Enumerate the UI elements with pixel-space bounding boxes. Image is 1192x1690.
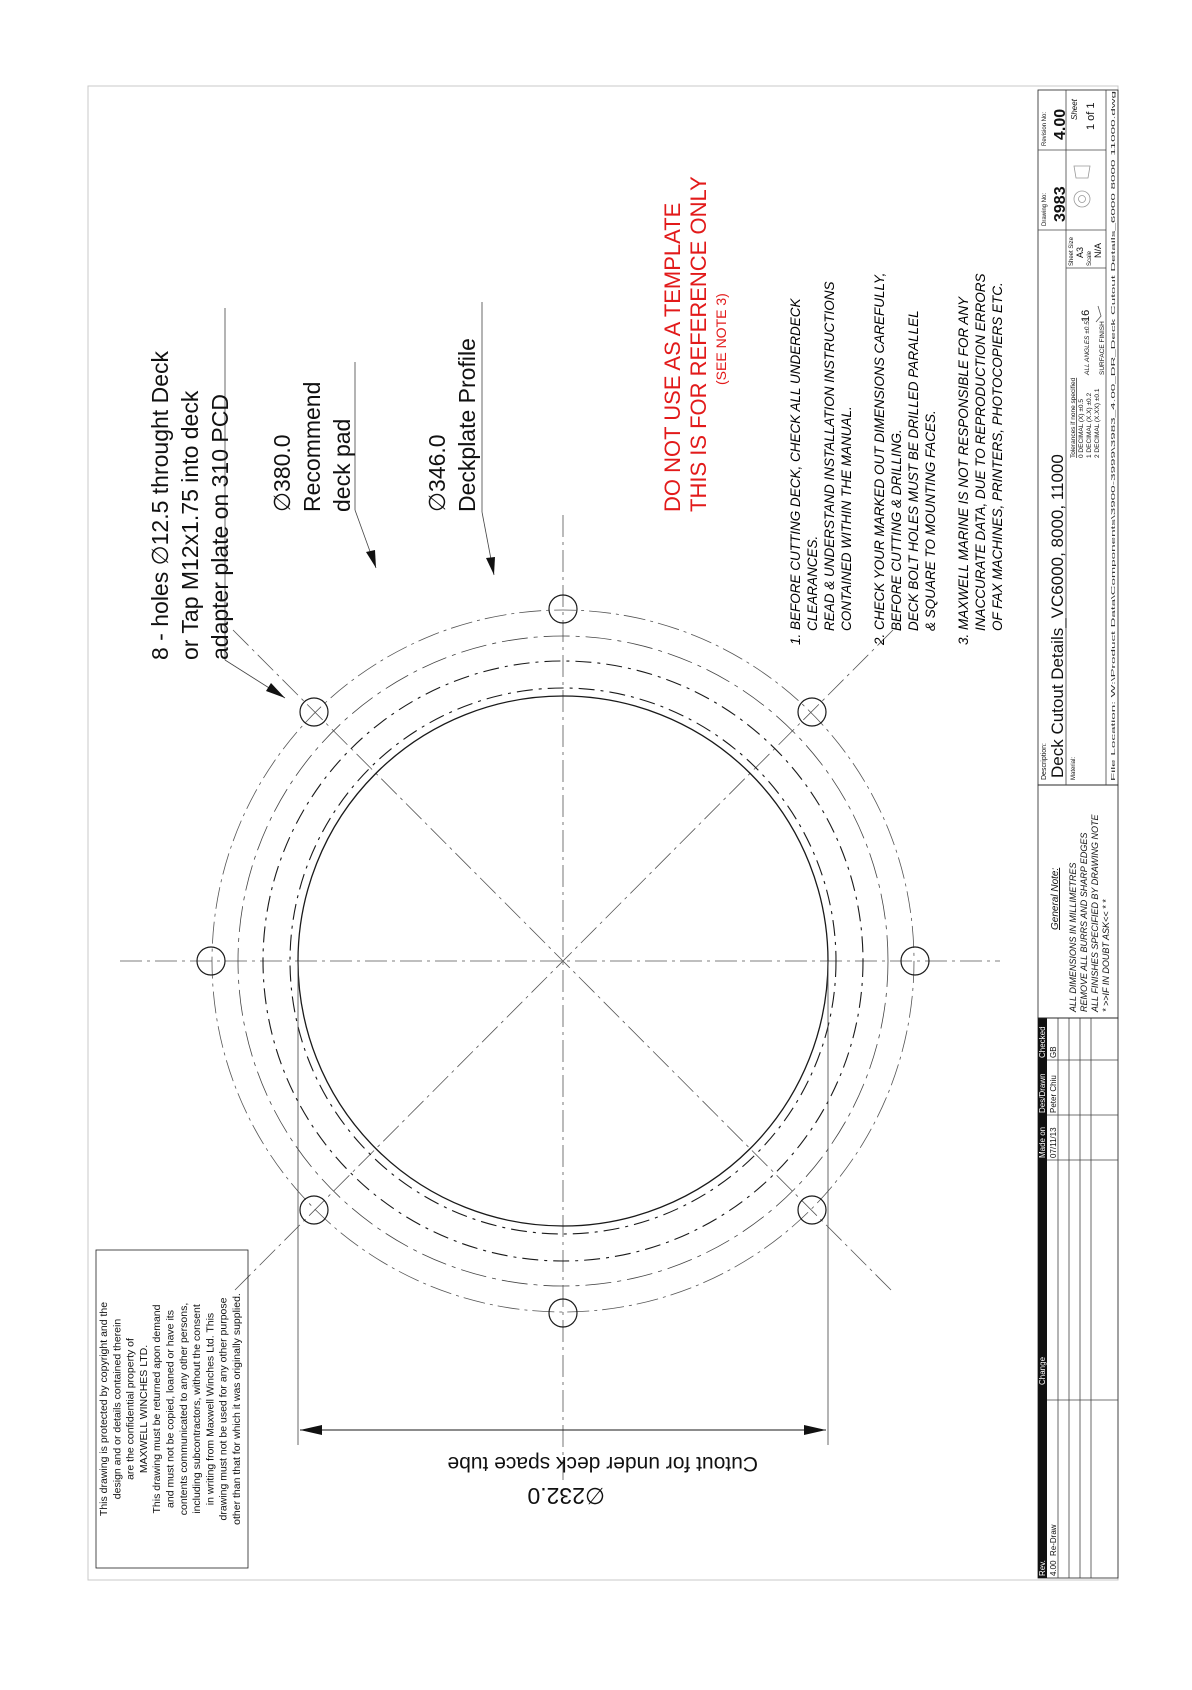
general-note-2: REMOVE ALL BURRS AND SHARP EDGES	[1079, 832, 1089, 1012]
tolerance-2: 2 DECIMAL (X.XX) ±0.1	[1094, 388, 1101, 458]
general-note-3: ALL FINISHES SPECIFIED BY DRAWING NOTE	[1090, 814, 1100, 1012]
profile-callout-line-2: Deckplate Profile	[454, 338, 480, 512]
main-geometry	[120, 302, 1000, 1480]
note-1-line-4: CONTAINED WITHIN THE MANUAL.	[839, 406, 854, 631]
rev-row-drawn: Peter Chiu	[1049, 1075, 1058, 1113]
profile-leader-arrow	[486, 557, 495, 575]
note-3-line-2: INACCURATE DATA, DUE TO REPRODUCTION ERRORS	[973, 273, 988, 631]
rev-header-drawn: Des/Drawn	[1038, 1073, 1047, 1113]
copyright-line: This drawing is protected by copyright and the	[98, 1301, 110, 1517]
projection-icon	[1074, 166, 1090, 207]
surface-finish-value: 16	[1080, 309, 1092, 322]
drawing-notes	[788, 273, 1005, 646]
cutout-dimension: ∅232.0	[527, 1483, 605, 1509]
rev-row-date: 07/11/13	[1049, 1127, 1058, 1158]
warning-line-3: (SEE NOTE 3)	[713, 293, 729, 385]
copyright-lines	[98, 1293, 243, 1525]
angles-text: ALL ANGLES ±0.5°	[1084, 318, 1091, 375]
revision-no-label: Revision No:	[1042, 111, 1048, 146]
general-note-title: General Note:	[1050, 867, 1061, 930]
material-label: Material:	[1071, 756, 1077, 780]
drawing-no-value: 3983	[1052, 186, 1069, 222]
holes-leader-arrow	[266, 683, 285, 698]
rev-header-rev: Rev.	[1038, 1560, 1047, 1576]
copyright-line: other than that for which it was originally supplied.	[231, 1293, 243, 1525]
note-1-line-2: CLEARANCES.	[805, 535, 820, 631]
cutout-label: Cutout for under deck space tube	[447, 1452, 758, 1475]
scale-value: N/A	[1093, 242, 1103, 258]
holes-callout-line-3: adapter plate on 310 PCD	[207, 394, 233, 660]
drawing-no-label: Drawing No:	[1042, 192, 1048, 226]
description-value: Deck Cutout Details_VC6000, 8000, 11000	[1048, 454, 1067, 778]
copyright-line: and must not be copied, loaned or have its	[164, 1310, 177, 1508]
sheet-size-value: A3	[1075, 246, 1085, 258]
note-3-line-3: OF FAX MACHINES, PRINTERS, PHOTOCOPIERS ETC.	[990, 282, 1005, 631]
sheet-value: 1 of 1	[1085, 102, 1097, 130]
tolerance-title: Tolerances if none specified	[1070, 377, 1077, 458]
note-1-line-1: 1. BEFORE CUTTING DECK, CHECK ALL UNDERDECK	[788, 298, 803, 645]
warning-line-2: THIS IS FOR REFERENCE ONLY	[686, 176, 711, 512]
note-2-line-2: BEFORE CUTTING & DRILLING.	[889, 429, 904, 631]
pad-leader-arrow	[366, 550, 376, 568]
bolt-hole-2	[798, 698, 826, 726]
copyright-line: This drawing must be returned apon demand	[151, 1304, 164, 1514]
title-block	[1038, 90, 1118, 1578]
copyright-line: including subcontractors, without the consent	[191, 1304, 204, 1514]
copyright-line: design and or details contained therein	[111, 1318, 124, 1500]
sheet-size-label: Sheet Size	[1069, 236, 1075, 266]
rev-row-change: Re-Draw	[1049, 1524, 1058, 1556]
reference-warning	[660, 176, 729, 512]
pad-callout	[269, 382, 355, 512]
bolt-hole-6	[300, 1196, 328, 1224]
copyright-notice	[96, 1250, 248, 1568]
copyright-line: drawing must not be used for any other purpose	[217, 1297, 230, 1521]
tolerance-1: 1 DECIMAL (X.X) ±0.2	[1086, 392, 1093, 458]
rev-header-checked: Checked	[1038, 1026, 1047, 1058]
holes-callout-line-1: 8 - holes ∅12.5 throught Deck	[147, 351, 173, 660]
surface-finish-label: SURFACE FINISH	[1099, 321, 1106, 375]
copyright-line: in writing from Maxwell Winches Ltd. This	[204, 1312, 217, 1506]
pad-callout-line-2: Recommend	[299, 381, 325, 512]
sheet-label: Sheet	[1070, 99, 1079, 120]
general-note-4: * >>IF IN DOUBT ASK<< * *	[1101, 899, 1111, 1012]
copyright-line: MAXWELL WINCHES LTD.	[137, 1344, 150, 1474]
note-1-line-3: READ & UNDERSTAND INSTALLATION INSTRUCTIONS	[822, 281, 837, 631]
copyright-line: contents communicated to any other persons,	[177, 1302, 190, 1516]
warning-line-1: DO NOT USE AS A TEMPLATE	[660, 202, 685, 512]
note-2-line-1: 2. CHECK YOUR MARKED OUT DIMENSIONS CAREFULLY,	[872, 272, 887, 645]
tolerance-0: 0 DECIMAL (X) ±0.5	[1078, 399, 1085, 458]
rev-row-checked: GB	[1049, 1046, 1058, 1058]
bolt-hole-8	[300, 698, 328, 726]
scale-label: Scale	[1087, 250, 1093, 266]
copyright-line: are the confidential property of	[124, 1338, 137, 1480]
description-label: Description:	[1041, 743, 1048, 780]
pad-callout-line-3: deck pad	[329, 418, 355, 512]
surface-finish-icon	[1096, 306, 1101, 322]
rev-header-made-on: Made on	[1038, 1126, 1047, 1158]
file-location: File Location: W:\Product Data\Components\3900-3999\3983_4.00_DR_Deck Cutout Details_6000 8000 11000.dwg	[1111, 498, 1117, 781]
note-2-line-3: DECK BOLT HOLES MUST BE DRILLED PARALLEL	[906, 310, 921, 631]
rev-row-rev: 4.00	[1049, 1560, 1058, 1576]
holes-callout-line-2: or Tap M12x1.75 into deck	[177, 390, 203, 660]
profile-callout	[424, 338, 480, 512]
pad-callout-dia: ∅380.0	[269, 434, 295, 512]
cutout-arrow-right	[804, 1425, 826, 1435]
holes-callout	[147, 351, 233, 660]
note-2-line-4: & SQUARE TO MOUNTING FACES.	[923, 410, 938, 631]
revision-no-value: 4.00	[1052, 108, 1069, 140]
general-note-1: ALL DIMENSIONS IN MILLIMETRES	[1068, 862, 1078, 1012]
note-3-line-1: 3. MAXWELL MARINE IS NOT RESPONSIBLE FOR ANY	[956, 296, 971, 645]
profile-callout-dia: ∅346.0	[424, 434, 450, 512]
cutout-arrow-left	[300, 1425, 322, 1435]
rev-header-change: Change	[1038, 1356, 1047, 1385]
bolt-hole-4	[798, 1196, 826, 1224]
